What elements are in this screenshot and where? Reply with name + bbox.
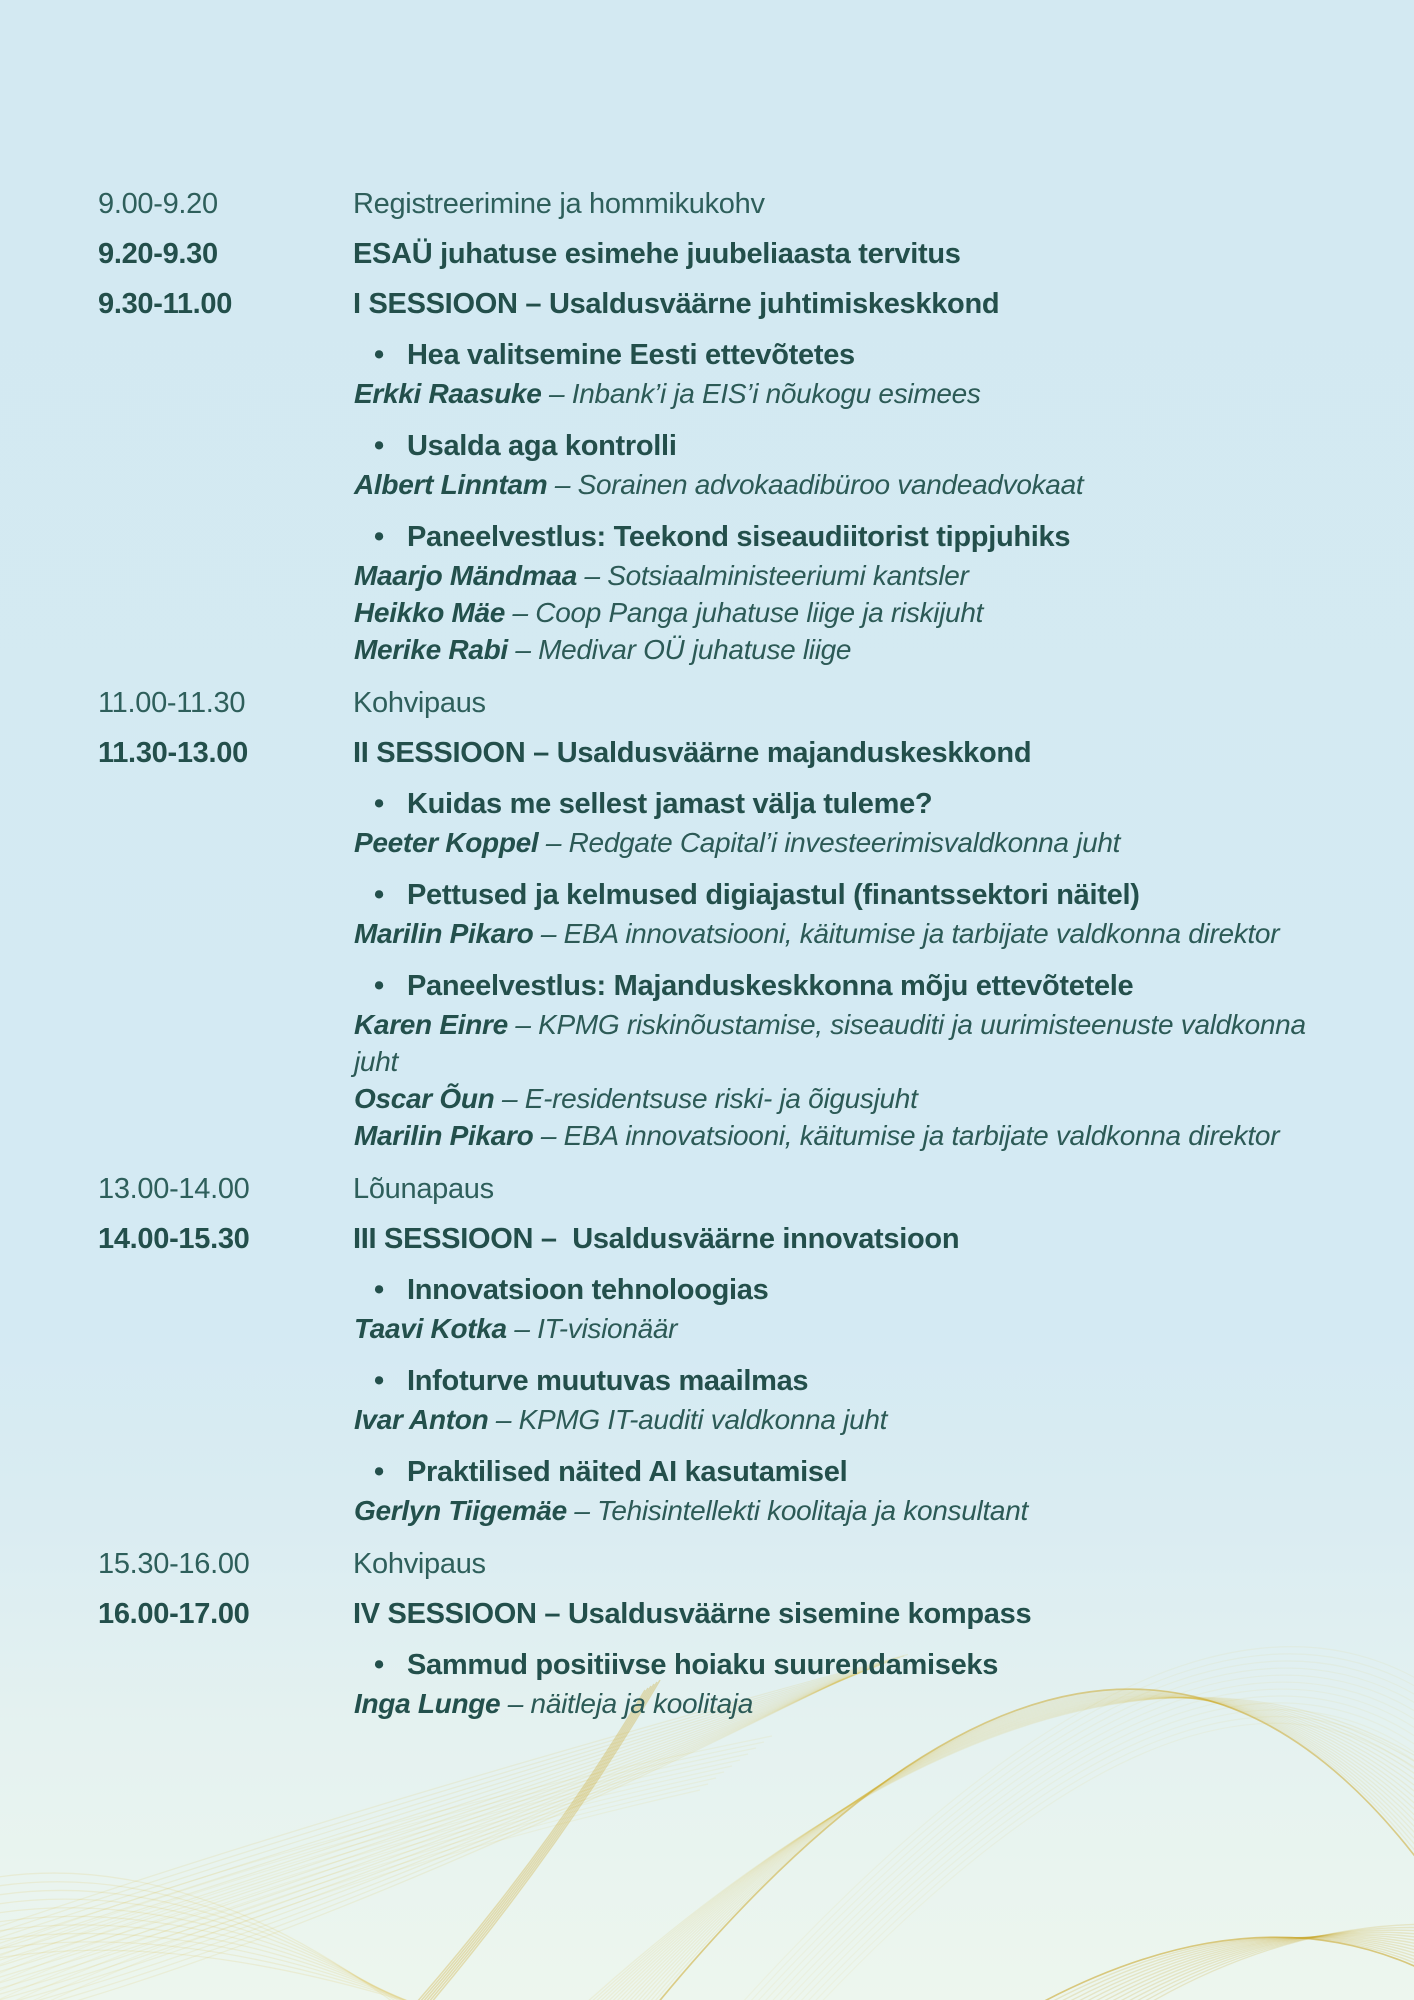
bullet-icon: • (374, 521, 384, 553)
speaker-row (0, 824, 1414, 861)
schedule-row (0, 1594, 1414, 1634)
agenda-topic-row (0, 875, 1414, 915)
bullet-icon: • (374, 788, 384, 820)
session-title: II SESSIOON – Usaldusväärne majanduskeskkond (353, 737, 1032, 769)
session-title: I SESSIOON – Usaldusväärne juhtimiskeskkond (353, 288, 1000, 320)
speaker-role: – E-residentsuse riski- ja õigusjuht (494, 1083, 918, 1114)
session-time: 13.00-14.00 (98, 1173, 250, 1205)
speaker-name: Heikko Mäe (354, 597, 506, 628)
schedule-row (0, 234, 1414, 274)
session-time: 11.30-13.00 (98, 737, 248, 769)
session-time: 9.30-11.00 (98, 288, 233, 320)
speaker-role: – Tehisintellekti koolitaja ja konsultant (566, 1495, 1028, 1526)
schedule (0, 184, 1414, 1722)
session-title: IV SESSIOON – Usaldusväärne sisemine kompass (353, 1598, 1032, 1630)
agenda-topic-row (0, 966, 1414, 1006)
speaker-name: Marilin Pikaro (354, 1120, 534, 1151)
speaker-row (0, 1080, 1414, 1117)
speaker-row (0, 915, 1414, 952)
schedule-row (0, 284, 1414, 324)
speaker-name: Gerlyn Tiigemäe (354, 1495, 567, 1526)
topic-title: Usalda aga kontrolli (407, 430, 677, 462)
topic-title: Sammud positiivse hoiaku suurendamiseks (407, 1649, 999, 1681)
speaker-role: – Coop Panga juhatuse liige ja riskijuht (505, 597, 984, 628)
bullet-icon: • (374, 879, 384, 911)
agenda-topic-row (0, 1270, 1414, 1310)
speaker-name: Oscar Õun (354, 1083, 495, 1114)
bullet-icon: • (374, 1274, 384, 1306)
speaker-name: Marilin Pikaro (354, 918, 534, 949)
topic-title: Pettused ja kelmused digiajastul (finantssektori näitel) (407, 879, 1140, 911)
speaker-name: Albert Linntam (354, 469, 548, 500)
topic-title: Innovatsioon tehnoloogias (407, 1274, 769, 1306)
bullet-icon: • (374, 1649, 384, 1681)
session-title: ESAÜ juhatuse esimehe juubeliaasta tervitus (353, 238, 961, 270)
speaker-role-continuation: juht (354, 1046, 398, 1077)
agenda-topic-row (0, 426, 1414, 466)
speaker-row (0, 1006, 1414, 1043)
speaker-role: – Medivar OÜ juhatuse liige (507, 634, 852, 665)
speaker-row (0, 1117, 1414, 1154)
schedule-row (0, 1544, 1414, 1584)
agenda-topic-row (0, 1645, 1414, 1685)
session-time: 11.00-11.30 (98, 687, 246, 719)
agenda-topic-row (0, 335, 1414, 375)
topic-title: Hea valitsemine Eesti ettevõtetes (407, 339, 855, 371)
schedule-row (0, 683, 1414, 723)
agenda-topic-row (0, 784, 1414, 824)
speaker-role: – IT-visionäär (506, 1313, 678, 1344)
schedule-row (0, 733, 1414, 773)
speaker-role: – Inbank’i ja EIS’i nõukogu esimees (541, 378, 981, 409)
speaker-role: – Redgate Capital’i investeerimisvaldkonna juht (538, 827, 1121, 858)
session-title: Registreerimine ja hommikukohv (353, 188, 765, 220)
speaker-name: Taavi Kotka (354, 1313, 507, 1344)
schedule-row (0, 1169, 1414, 1209)
speaker-role: – KPMG riskinõustamise, siseauditi ja uurimisteenuste valdkonna (507, 1009, 1306, 1040)
session-title: Kohvipaus (353, 687, 486, 719)
session-time: 9.20-9.30 (98, 238, 218, 270)
agenda-topic-row (0, 1452, 1414, 1492)
session-title: III SESSIOON – Usaldusväärne innovatsioon (353, 1223, 960, 1255)
speaker-row (0, 594, 1414, 631)
agenda-topic-row (0, 1361, 1414, 1401)
bullet-icon: • (374, 1456, 384, 1488)
topic-title: Infoturve muutuvas maailmas (407, 1365, 809, 1397)
bullet-icon: • (374, 339, 384, 371)
session-time: 9.00-9.20 (98, 188, 218, 220)
agenda-topic-row (0, 517, 1414, 557)
speaker-role: – EBA innovatsiooni, käitumise ja tarbijate valdkonna direktor (533, 1120, 1280, 1151)
speaker-name: Peeter Koppel (354, 827, 539, 858)
session-time: 15.30-16.00 (98, 1548, 250, 1580)
bullet-icon: • (374, 970, 384, 1002)
speaker-role: – Sorainen advokaadibüroo vandeadvokaat (547, 469, 1084, 500)
bullet-icon: • (374, 430, 384, 462)
speaker-name: Maarjo Mändmaa (354, 560, 577, 591)
topic-title: Praktilised näited AI kasutamisel (407, 1456, 848, 1488)
session-title: Lõunapaus (353, 1173, 494, 1205)
speaker-role: – Sotsiaalministeeriumi kantsler (576, 560, 969, 591)
speaker-name: Erkki Raasuke (354, 378, 542, 409)
speaker-name: Karen Einre (354, 1009, 508, 1040)
speaker-row (0, 1310, 1414, 1347)
speaker-row (0, 375, 1414, 412)
speaker-role: – näitleja ja koolitaja (500, 1688, 754, 1719)
speaker-row (0, 1492, 1414, 1529)
bullet-icon: • (374, 1365, 384, 1397)
schedule-row (0, 184, 1414, 224)
session-title: Kohvipaus (353, 1548, 486, 1580)
speaker-row (0, 557, 1414, 594)
speaker-row (0, 466, 1414, 503)
topic-title: Kuidas me sellest jamast välja tuleme? (407, 788, 933, 820)
speaker-role: – EBA innovatsiooni, käitumise ja tarbijate valdkonna direktor (533, 918, 1280, 949)
speaker-name: Inga Lunge (354, 1688, 501, 1719)
speaker-name: Merike Rabi (354, 634, 508, 665)
session-time: 16.00-17.00 (98, 1598, 250, 1630)
schedule-row (0, 1219, 1414, 1259)
speaker-row (0, 631, 1414, 668)
topic-title: Paneelvestlus: Teekond siseaudiitorist tippjuhiks (407, 521, 1071, 553)
speaker-row (0, 1401, 1414, 1438)
speaker-role: – KPMG IT-auditi valdkonna juht (488, 1404, 888, 1435)
session-time: 14.00-15.30 (98, 1223, 250, 1255)
speaker-name: Ivar Anton (354, 1404, 489, 1435)
speaker-row (0, 1685, 1414, 1722)
topic-title: Paneelvestlus: Majanduskeskkonna mõju ettevõtetele (407, 970, 1134, 1002)
